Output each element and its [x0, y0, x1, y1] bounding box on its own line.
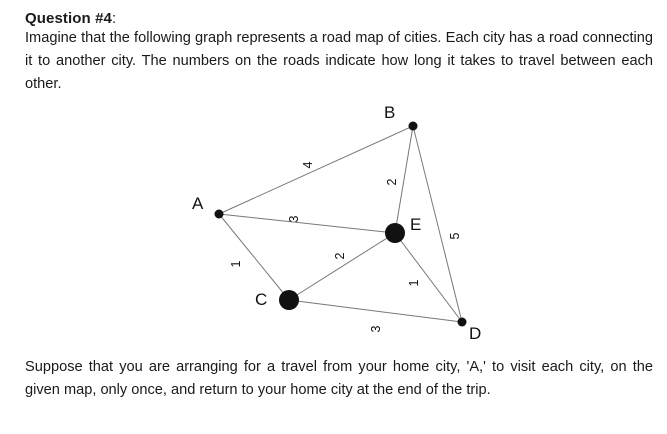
- city-a-label: A: [192, 194, 204, 213]
- road-c-d: [289, 300, 462, 322]
- city-a-node: [215, 210, 224, 219]
- question-intro-text: Imagine that the following graph represents a road map of cities. Each city has a road connecting it to another city. The numbers on the roads indicate how long it takes to travel between each other.: [25, 30, 653, 92]
- weight-a-c: 1: [229, 260, 243, 268]
- city-d-label: D: [469, 324, 482, 343]
- city-e-node: [385, 223, 405, 243]
- city-c-node: [279, 290, 299, 310]
- weight-a-e: 3: [287, 215, 301, 223]
- road-e-d: [395, 233, 462, 322]
- road-a-e: [219, 214, 395, 233]
- weight-b-d: 5: [448, 232, 462, 240]
- road-a-b: [219, 126, 413, 214]
- city-b-label: B: [384, 103, 396, 122]
- city-labels: [192, 103, 481, 343]
- question-title-colon: :: [111, 10, 117, 27]
- weight-c-e: 2: [333, 252, 347, 260]
- city-b-node: [409, 122, 418, 131]
- cities-layer: [215, 122, 467, 327]
- city-e-label: E: [410, 215, 422, 234]
- road-c-e: [289, 233, 395, 300]
- weight-a-b: 4: [301, 161, 315, 169]
- question-footer-text: Suppose that you are arranging for a travel from your home city, 'A,' to visit each city, on the given map, only once, and return to your home city at the end of the trip.: [25, 359, 653, 398]
- question-title-text: Question #4: [25, 10, 112, 27]
- city-c-label: C: [255, 290, 268, 309]
- weight-c-d: 3: [369, 325, 383, 333]
- weight-e-d: 1: [407, 279, 421, 287]
- city-d-node: [458, 318, 467, 327]
- question-footer: [25, 356, 653, 402]
- road-a-c: [219, 214, 289, 300]
- weight-b-e: 2: [385, 178, 399, 186]
